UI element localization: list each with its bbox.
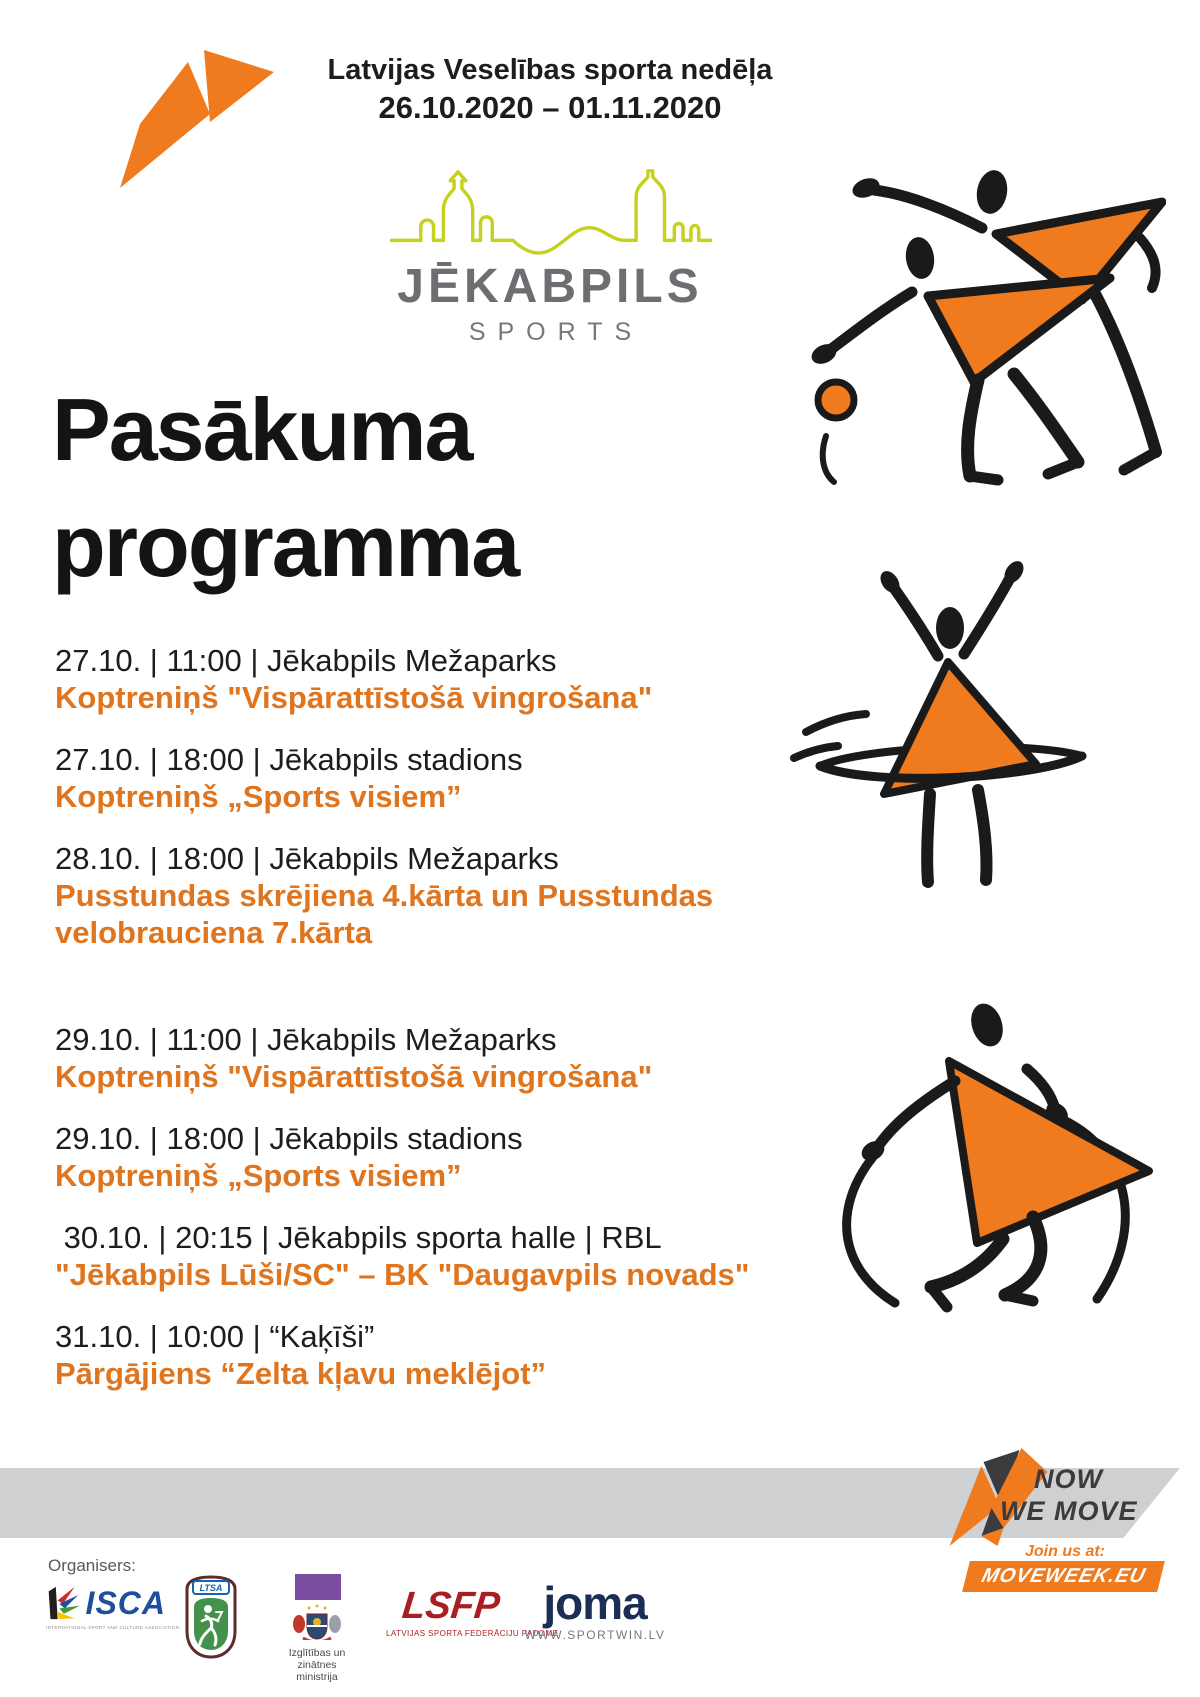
nwm-website: MOVEWEEK.EU <box>962 1561 1165 1592</box>
lsfp-logo <box>386 1585 559 1638</box>
city-skyline-icon <box>384 166 716 258</box>
dancers-illustration <box>742 142 1166 486</box>
entry-datetime-location: 27.10. | 11:00 | Jēkabpils Mežaparks <box>55 643 557 678</box>
program-list <box>55 642 795 1417</box>
entry-datetime-location: 27.10. | 18:00 | Jēkabpils stadions <box>55 742 523 777</box>
arrow-icon <box>86 48 276 190</box>
entry-event-name: Pārgājiens “Zelta kļavu meklējot” <box>55 1356 547 1391</box>
isca-burst-icon <box>46 1582 84 1624</box>
organisers-label: Organisers: <box>48 1556 136 1575</box>
entry-datetime-location: 29.10. | 18:00 | Jēkabpils stadions <box>55 1121 523 1156</box>
lsfp-caption: LATVIJAS SPORTA FEDERĀCIJU PADOME <box>386 1629 559 1638</box>
ministry-coat-of-arms-icon <box>285 1574 349 1640</box>
ltsa-wordmark: LTSA <box>199 1583 223 1593</box>
entry-event-name: Pusstundas skrējiena 4.kārta un Pusstundas velobrauciena 7.kārta <box>55 878 714 950</box>
entry-datetime-location: 31.10. | 10:00 | “Kaķīši” <box>55 1319 375 1354</box>
header <box>250 54 850 126</box>
program-entry <box>55 1021 795 1095</box>
program-entry <box>55 1318 795 1392</box>
page-title-line1: Pasākuma <box>52 380 472 479</box>
entry-event-name: Koptreniņš „Sports visiem” <box>55 779 462 814</box>
page-title-line2: programma <box>52 496 519 595</box>
program-entry <box>55 840 795 951</box>
brand-name: JĒKABPILS <box>397 260 703 313</box>
ministry-caption-line2: ministrija <box>296 1671 338 1683</box>
program-entry <box>55 741 795 815</box>
brand-subname: SPORTS <box>468 318 644 346</box>
lsfp-wordmark: LSFP <box>400 1585 502 1627</box>
entry-event-name: "Jēkabpils Lūši/SC" – BK "Daugavpils novads" <box>55 1257 750 1292</box>
ministry-logo <box>278 1574 356 1683</box>
ministry-caption-line1: Izglītības un zinātnes <box>288 1647 346 1671</box>
isca-logo <box>46 1582 180 1630</box>
joma-wordmark: joma <box>543 1577 647 1629</box>
nwm-join-text: Join us at: <box>1024 1543 1105 1560</box>
program-entry <box>55 1120 795 1194</box>
joma-logo <box>520 1577 670 1642</box>
week-title: Latvijas Veselības sporta nedēļa <box>327 54 773 86</box>
isca-caption: INTERNATIONAL SPORT AND CULTURE ASSOCIATION <box>46 1625 180 1630</box>
page-title <box>52 372 518 604</box>
week-dates: 26.10.2020 – 01.11.2020 <box>378 90 722 125</box>
program-entry <box>55 1219 795 1293</box>
ltsa-logo <box>182 1574 240 1665</box>
nowwemove-arrow-logo <box>86 48 276 190</box>
entry-event-name: Koptreniņš "Vispārattīstošā vingrošana" <box>55 680 653 715</box>
entry-datetime-location: 30.10. | 20:15 | Jēkabpils sporta halle | RBL <box>55 1220 662 1255</box>
jekabpils-sports-logo <box>372 166 728 347</box>
nwm-wordmark-wemove: WE MOVE <box>1000 1496 1138 1526</box>
nwm-wordmark-now: NOW <box>1034 1464 1103 1494</box>
joma-caption: WWW.SPORTWIN.LV <box>524 1628 666 1642</box>
jump-rope-illustration <box>795 975 1167 1317</box>
program-entry <box>55 642 795 716</box>
entry-datetime-location: 29.10. | 11:00 | Jēkabpils Mežaparks <box>55 1022 557 1057</box>
entry-datetime-location: 28.10. | 18:00 | Jēkabpils Mežaparks <box>55 841 559 876</box>
entry-event-name: Koptreniņš „Sports visiem” <box>55 1158 462 1193</box>
ltsa-shield-icon <box>182 1574 240 1660</box>
hula-hoop-illustration <box>786 550 1104 888</box>
isca-wordmark: ISCA <box>85 1584 166 1621</box>
entry-event-name: Koptreniņš "Vispārattīstošā vingrošana" <box>55 1059 653 1094</box>
